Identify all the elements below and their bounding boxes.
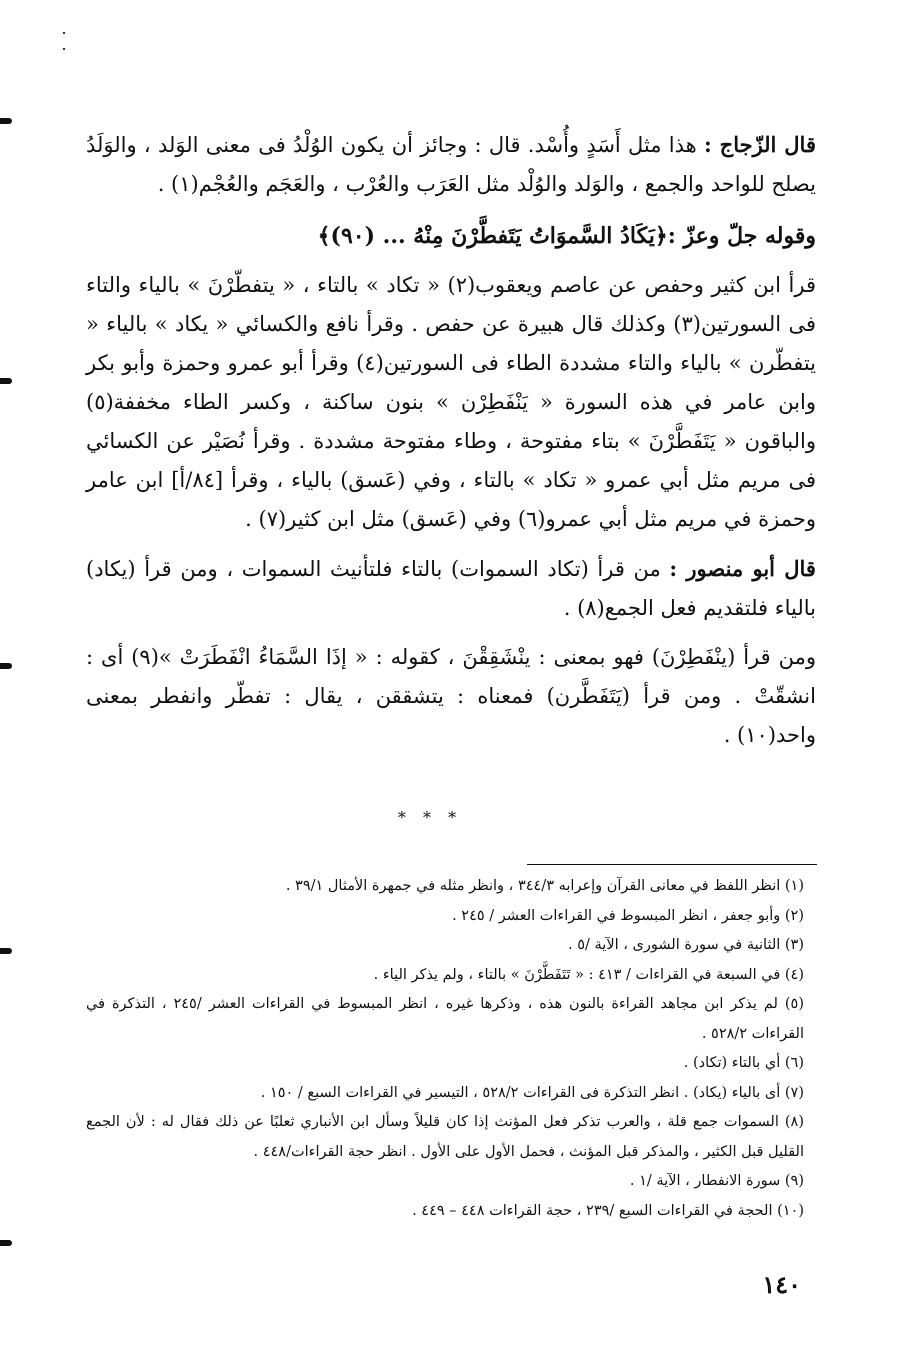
footnote: (٧) أى بالياء (يكاد) . انظر التذكرة فى القراءات ٥٢٨/٢ ، التيسير في القراءات السبع / ١٥٠ .	[260, 1084, 804, 1101]
paragraph-lead: قال أبو منصور :	[669, 556, 816, 581]
footnote: (١٠) الحجة في القراءات السبع /٢٣٩ ، حجة القراءات ٤٤٨ – ٤٤٩ .	[412, 1202, 804, 1219]
footnotes	[86, 872, 816, 1226]
paragraph-text: من قرأ (تكاد السموات) بالتاء فلتأنيث السموات ، ومن قرأ (يكاد) بالياء فلتقديم فعل الجمع(٨) .	[86, 557, 816, 620]
footnote: (٦) أي بالتاء (تكاد) .	[683, 1055, 804, 1071]
paragraph-lead: قال الزّجاج :	[703, 132, 816, 157]
footnote: (٣) الثانية في سورة الشورى ، الآية /٥ .	[568, 937, 804, 953]
footnote: (٩) سورة الانفطار ، الآية /١ .	[629, 1173, 804, 1189]
quran-verse-heading: وقوله جلّ وعزّ :﴿يَكَادُ السَّموَاتُ يَتَفطَّرْنَ مِنْهُ ... (٩٠)﴾	[317, 223, 816, 249]
paragraph-readings: قرأ ابن كثير وحفص عن عاصم ويعقوب(٢) « تكاد » بالتاء ، « يتفطّرْنَ » بالياء والتاء فى السورتين(٣) وكذلك قال هبيرة عن حفص . وقرأ نافع والكسائي « يكاد » بالياء « يتفطّرن » بالياء والتاء مشددة الطاء فى السورتين(٤) وقرأ أبو عمرو وحمزة وأبو بكر وابن عامر في هذه السورة « يَنْفَطِرْن » بنون ساكنة ، وكسر الطاء مخففة(٥) والباقون « يَتَفَطَّرْنَ » بتاء مفتوحة ، وطاء مفتوحة مشددة . وقرأ نُصَيْر عن الكسائي فى مريم مثل أبي عمرو « تكاد » بالتاء ، وفي (عَسق) بالياء ، وقرأ [٨٤/أ] ابن عامر وحمزة في مريم مثل أبي عمرو(٦) وفي (عَسق) مثل ابن كثير(٧) .	[86, 273, 816, 531]
section-separator: * * *	[397, 808, 463, 827]
scan-speck	[63, 48, 65, 50]
main-text	[86, 125, 816, 765]
footnote-rule	[527, 864, 817, 865]
paragraph-abu-mansur	[86, 549, 816, 628]
scan-speck	[63, 32, 65, 34]
paragraph-zajjaj	[86, 125, 816, 204]
footnote: (٨) السموات جمع قلة ، والعرب تذكر فعل المؤنث إذا كان قليلاً وسأل ابن الأنباري ثعلبًا عن ذلك فقال له : لأن الجمع القليل قبل الكثير ، والمذكر قبل المؤنث ، فحمل الأول على الأول . انظر حجة القراءات/٤٤٨ .	[86, 1114, 804, 1160]
binding-mark	[0, 378, 12, 384]
footnote: (٥) لم يذكر ابن مجاهد القراءة بالنون هذه ، وذكرها غيره ، انظر المبسوط في القراءات العشر /٢٤٥ ، التذكرة في القراءات ٥٢٨/٢ .	[86, 996, 804, 1042]
footnote: (١) انظر اللفظ في معانى القرآن وإعرابه ٣٤٤/٣ ، وانظر مثله في جمهرة الأمثال ٣٩/١ .	[285, 878, 804, 894]
paragraph-text: هذا مثل أَسَدٍ وأُسْد. قال : وجائز أن يكون الوُلْدُ فى معنى الوَلد ، والوَلَدُ يصلح للواحد والجمع ، والوَلد والوُلْد مثل العَرَب والعُرْب ، والعَجَم والعُجْم(١) .	[86, 133, 816, 196]
paragraph-meaning: ومن قرأ (ينْفَطِرْنَ) فهو بمعنى : ينْشَقِقْنَ ، كقوله : « إذَا السَّمَاءُ انْفَطَرَتْ »(٩) أى : انشقّتْ . ومن قرأ (يَتَفَطَّرن) فمعناه : يتشققن ، يقال : تفطّر وانفطر بمعنى واحد(١٠) .	[86, 645, 816, 747]
binding-mark	[0, 118, 12, 124]
binding-mark	[0, 1240, 12, 1246]
footnote: (٤) في السبعة في القراءات / ٤١٣ : « تَتَفَطَّرْنَ » بالتاء ، ولم يذكر الياء .	[373, 966, 804, 983]
binding-mark	[0, 948, 12, 954]
footnote: (٢) وأبو جعفر ، انظر المبسوط في القراءات العشر / ٢٤٥ .	[452, 907, 804, 924]
binding-mark	[0, 663, 12, 669]
page-number: ١٤٠	[762, 1270, 801, 1299]
